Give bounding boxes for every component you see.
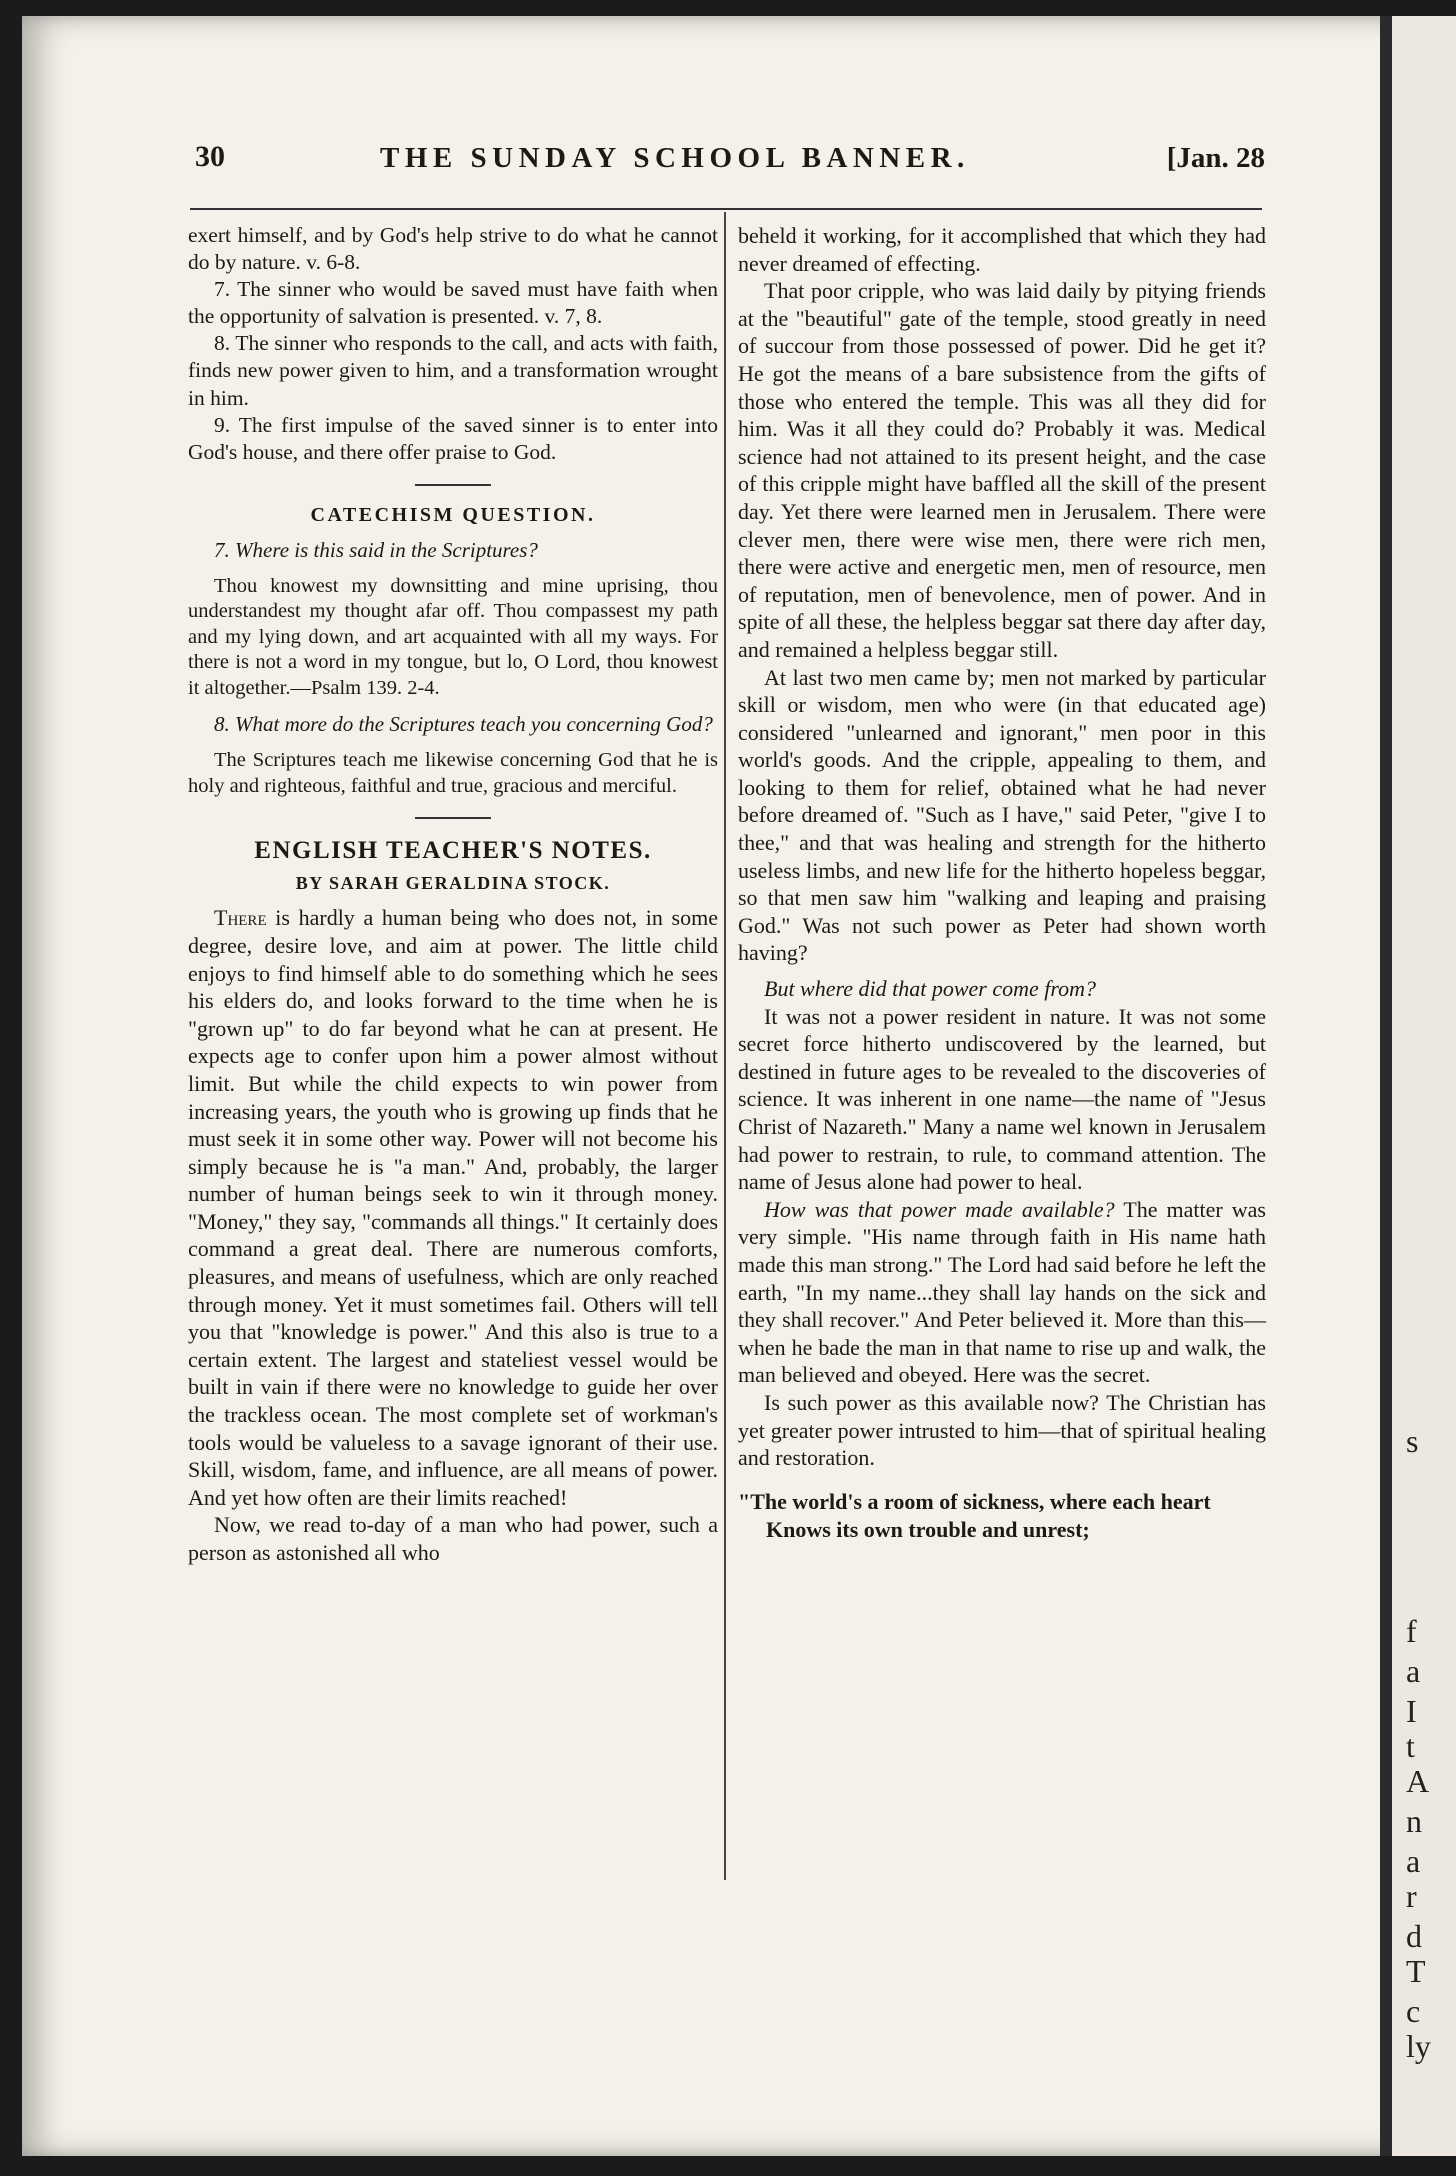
header-rule: [190, 208, 1262, 210]
article-paragraph: [188, 904, 718, 1511]
adjacent-page-letter: a: [1406, 1843, 1421, 1879]
adjacent-page-edge: [1392, 16, 1456, 2156]
drop-lead-word: There: [214, 905, 267, 931]
article-paragraph: It was not a power resident in nature. It was not some secret force hitherto undiscovered by the learned, but destined in future ages to be revealed to the discoveries of science. It was inherent in one name—the name of "Jesus Christ of Nazareth." Many a name wel known in Jerusalem had power to restrain, to rule, to command attention. The name of Jesus alone had power to heal.: [738, 1003, 1266, 1195]
intro-paragraph: 9. The first impulse of the saved sinner is to enter into God's house, and there offer praise to God.: [188, 412, 718, 464]
catechism-heading: CATECHISM QUESTION.: [310, 503, 596, 526]
intro-paragraph: 7. The sinner who would be saved must have faith when the opportunity of salvation is presented. v. 7, 8.: [188, 277, 718, 329]
left-column: [188, 222, 718, 1567]
poem-line: "The world's a room of sickness, where each heart: [738, 1488, 1211, 1514]
intro-paragraph: 8. The sinner who responds to the call, and acts with faith, finds new power given to him, and a transformation wrought in him.: [188, 331, 718, 410]
article-paragraph: Is such power as this available now? The Christian has yet greater power intrusted to him—that of spiritual healing and restoration.: [738, 1389, 1266, 1471]
adjacent-page-letter: r: [1406, 1878, 1417, 1914]
adjacent-page-letter: a: [1406, 1653, 1421, 1689]
right-column: [738, 222, 1266, 1544]
adjacent-page-letter: s: [1406, 1423, 1419, 1459]
adjacent-page-letter: t: [1406, 1728, 1415, 1764]
article-paragraph: Now, we read to-day of a man who had power, such a person as astonished all who: [188, 1512, 718, 1565]
section-divider: [415, 484, 491, 486]
adjacent-page-letter: ly: [1406, 2028, 1431, 2064]
section-divider: [415, 817, 491, 819]
article-paragraph: beheld it working, for it accomplished that which they had never dreamed of effecting.: [738, 223, 1266, 276]
running-header: [195, 140, 1265, 190]
catechism-answer: The Scriptures teach me likewise concerning God that he is holy and righteous, faithful and true, gracious and merciful.: [188, 749, 718, 797]
page-gutter: [1380, 16, 1392, 2156]
poem-line: Knows its own trouble and unrest;: [766, 1516, 1090, 1542]
adjacent-page-letter: c: [1406, 1993, 1421, 2029]
inline-question: How was that power made available?: [764, 1196, 1115, 1222]
catechism-answer: Thou knowest my downsitting and mine uprising, thou understandest my thought afar off. Thou compassest my path and my lying down, and art acquainted with all my ways. For there is not a word in my tongue, but lo, O Lord, thou knowest it altogether.—Psalm 139. 2-4.: [188, 574, 718, 699]
journal-title: THE SUNDAY SCHOOL BANNER.: [380, 142, 970, 174]
issue-date: [Jan. 28: [1166, 142, 1265, 174]
article-question: But where did that power come from?: [764, 976, 1096, 1002]
article-paragraph: That poor cripple, who was laid daily by pitying friends at the "beautiful" gate of the temple, stood greatly in need of succour from those possessed of power. Did he get it? He got the means of a bare subsistence from the gifts of those who entered the temple. This was all they did for him. Was it all they could do? Probably it was. Medical science had not attained to its present height, and the case of this cripple might have baffled all the skill of the present day. Yet there were learned men in Jerusalem. There were clever men, there were wise men, there were rich men, there were active and energetic men, men of resource, men of reputation, men of benevolence, men of power. And in spite of all these, the helpless beggar sat there day after day, and remained a helpless beggar still.: [738, 278, 1266, 662]
article-byline: BY SARAH GERALDINA STOCK.: [295, 873, 611, 894]
adjacent-page-letter: d: [1406, 1918, 1422, 1954]
intro-paragraph: exert himself, and by God's help strive to do what he cannot do by nature. v. 6-8.: [188, 223, 718, 275]
article-paragraph: At last two men came by; men not marked by particular skill or wisdom, men who were (in that educated age) considered "unlearned and ignorant," men poor in this world's goods. And the cripple, appealing to them, and looking to them for relief, obtained what he had never before dreamed of. "Such as I have," said Peter, "give I to thee," and that was healing and strength for the hitherto useless limbs, and new life for the hitherto hopeless beggar, so that men saw him "walking and leaping and praising God." Was not such power as Peter had shown worth having?: [738, 664, 1266, 966]
article-title: ENGLISH TEACHER'S NOTES.: [254, 837, 652, 865]
article-paragraph: [738, 1196, 1266, 1389]
catechism-question: 7. Where is this said in the Scriptures?: [214, 537, 538, 562]
column-rule: [724, 212, 726, 1880]
adjacent-page-letter: I: [1406, 1693, 1417, 1729]
adjacent-page-letter: T: [1406, 1953, 1426, 1989]
page-number: 30: [195, 140, 225, 173]
paragraph-text: The matter was very simple. "His name through faith in His name hath made this man strong." The Lord had said before he left the earth, "In my name...they shall lay hands on the sick and they shall recover." And Peter believed it. More than this—when he bade the man in that name to rise up and walk, the man believed and obeyed. Here was the secret.: [738, 1196, 1266, 1388]
adjacent-page-letter: A: [1406, 1763, 1430, 1799]
adjacent-page-letter: f: [1406, 1613, 1417, 1649]
adjacent-page-letter: n: [1406, 1803, 1422, 1839]
paragraph-text: is hardly a human being who does not, in some degree, desire love, and aim at power. The little child enjoys to find himself able to do something which he sees his elders do, and looks forward to the time when he is "grown up" to do far beyond what he can at present. He expects age to confer upon him a power almost without limit. But while the child expects to win power from increasing years, the youth who is growing up finds that he must seek it in some other way. Power will not become his simply because he is "a man." And, probably, the larger number of human beings seek to win it through money. "Money," they say, "commands all things." It certainly does command a great deal. There are numerous comforts, pleasures, and means of usefulness, which are only reached through money. Yet it must sometimes fail. Others will tell you that "knowledge is power." And this also is true to a certain extent. The largest and stateliest vessel would be built in vain if there were no knowledge to guide her over the trackless ocean. The most complete set of workman's tools would be valueless to a savage ignorant of their use. Skill, wisdom, fame, and influence, are all means of power. And yet how often are their limits reached!: [188, 905, 718, 1510]
catechism-question: 8. What more do the Scriptures teach you concerning God?: [214, 712, 713, 737]
poem-quote: [738, 1488, 1266, 1544]
